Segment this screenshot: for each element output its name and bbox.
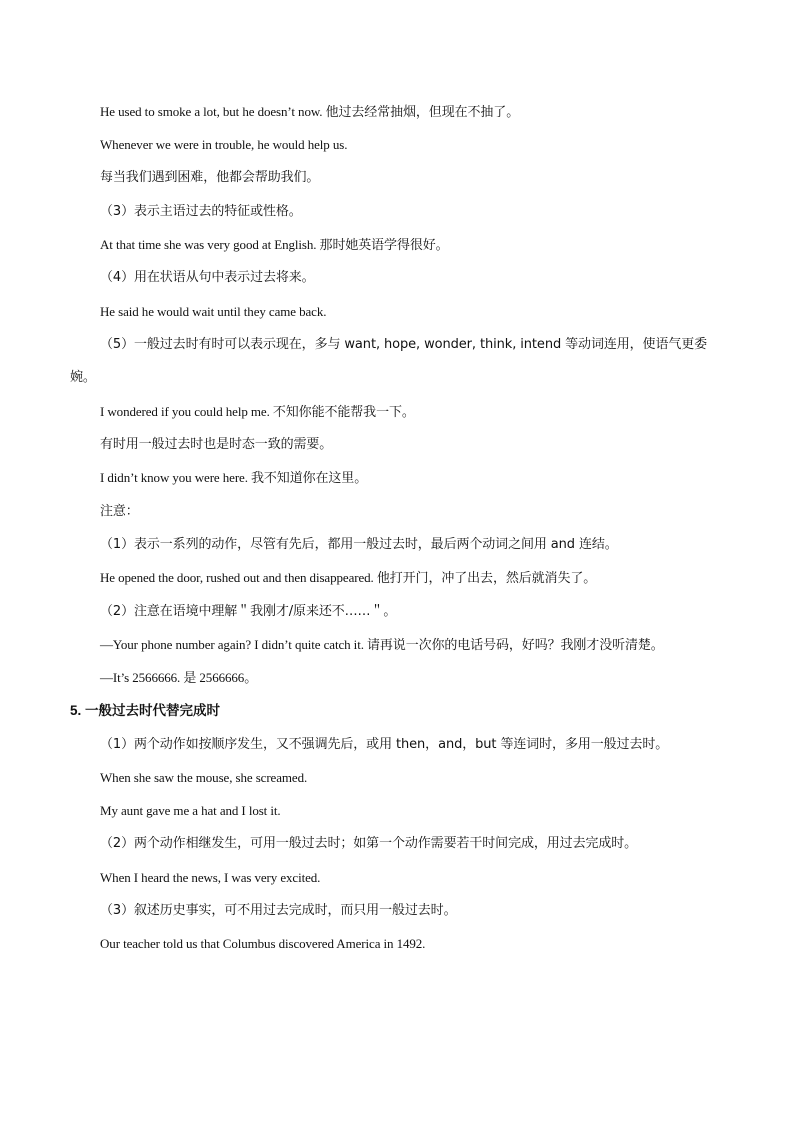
rule-item: （1）两个动作如按顺序发生，又不强调先后，或用 then，and，but 等连词时，多用一般过去时。 <box>100 737 669 752</box>
example-sentence: When she saw the mouse, she screamed. <box>100 770 308 785</box>
rule-item: （3）表示主语过去的特征或性格。 <box>100 204 302 219</box>
dialogue-line: —Your phone number again? I didn’t quite catch it. 请再说一次你的电话号码，好吗？我刚才没听清楚。 <box>100 637 664 652</box>
example-sentence: I wondered if you could help me. 不知你能不能帮我一下。 <box>100 404 415 419</box>
example-sentence: When I heard the news, I was very excited. <box>100 870 321 885</box>
rule-item: （4）用在状语从句中表示过去将来。 <box>100 270 315 285</box>
rule-item-continuation: 婉。 <box>70 370 96 385</box>
example-sentence: At that time she was very good at English. 那时她英语学得很好。 <box>100 237 449 252</box>
example-sentence: I didn’t know you were here. 我不知道你在这里。 <box>100 470 368 485</box>
section-heading: 5. 一般过去时代替完成时 <box>70 703 221 718</box>
rule-item: （3）叙述历史事实，可不用过去完成时，而只用一般过去时。 <box>100 903 457 918</box>
example-sentence: Whenever we were in trouble, he would help us. <box>100 137 348 152</box>
rule-item: （2）两个动作相继发生，可用一般过去时；如第一个动作需要若干时间完成，用过去完成时。 <box>100 836 638 851</box>
example-sentence: He opened the door, rushed out and then disappeared. 他打开门，冲了出去，然后就消失了。 <box>100 570 597 585</box>
example-sentence: Our teacher told us that Columbus discovered America in 1492. <box>100 936 426 951</box>
note-text: 有时用一般过去时也是时态一致的需要。 <box>100 437 333 452</box>
example-sentence: He used to smoke a lot, but he doesn’t now. 他过去经常抽烟，但现在不抽了。 <box>100 104 520 119</box>
dialogue-line: —It’s 2566666. 是 2566666。 <box>100 670 258 685</box>
example-translation: 每当我们遇到困难，他都会帮助我们。 <box>100 170 320 185</box>
example-sentence: My aunt gave me a hat and I lost it. <box>100 803 281 818</box>
example-sentence: He said he would wait until they came back. <box>100 304 327 319</box>
rule-item: （2）注意在语境中理解＂我刚才/原来还不……＂。 <box>100 604 397 619</box>
note-heading: 注意： <box>100 504 139 519</box>
rule-item: （1）表示一系列的动作，尽管有先后，都用一般过去时，最后两个动词之间用 and 连结。 <box>100 537 618 552</box>
rule-item: （5）一般过去时有时可以表示现在，多与 want, hope, wonder, think, intend 等动词连用，使语气更委 <box>100 337 708 352</box>
